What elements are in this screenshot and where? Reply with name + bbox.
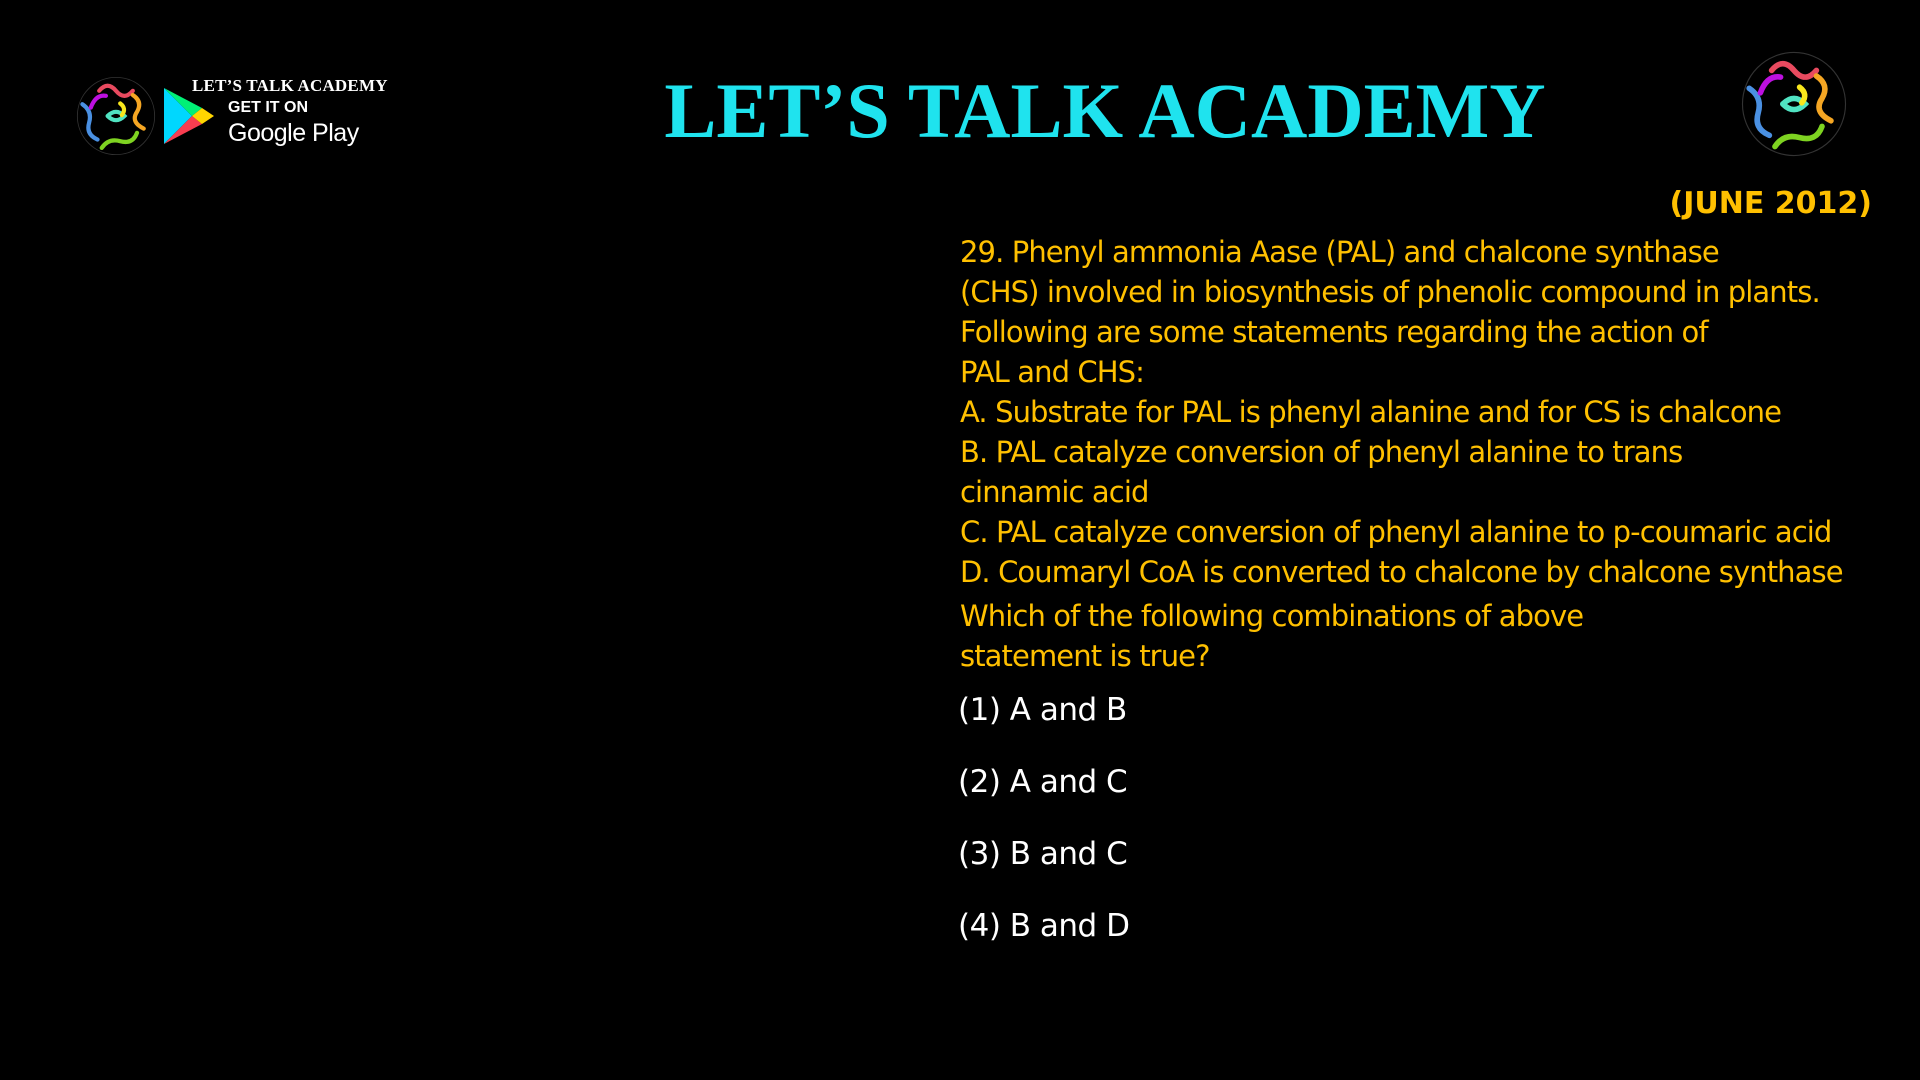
option-2[interactable]: (2) A and C	[958, 764, 1128, 800]
option-3[interactable]: (3) B and C	[958, 836, 1128, 872]
statement-d: D. Coumaryl CoA is converted to chalcone by chalcone synthase	[960, 555, 1843, 589]
badge-academy-name: LET’S TALK ACADEMY	[192, 76, 388, 95]
option-1[interactable]: (1) A and B	[958, 692, 1127, 728]
answer-options	[958, 688, 1129, 976]
question-line: PAL and CHS:	[960, 355, 1145, 389]
exam-year-tag: (JUNE 2012)	[1669, 186, 1872, 221]
badge-store-name: Google Play	[228, 119, 359, 147]
question-line: 29. Phenyl ammonia Aase (PAL) and chalcone synthase	[960, 235, 1719, 269]
question-text	[960, 232, 1900, 676]
academy-logo-icon	[1738, 48, 1850, 160]
statement-b: B. PAL catalyze conversion of phenyl alanine to trans	[960, 435, 1683, 469]
option-4[interactable]: (4) B and D	[958, 908, 1130, 944]
page-title: LET’S TALK ACADEMY	[664, 67, 1546, 154]
statement-b-continued: cinnamic acid	[960, 475, 1149, 509]
question-line: Following are some statements regarding the action of	[960, 315, 1708, 349]
statement-a: A. Substrate for PAL is phenyl alanine and for CS is chalcone	[960, 395, 1782, 429]
question-prompt: Which of the following combinations of above	[960, 599, 1584, 633]
question-prompt-continued: statement is true?	[960, 639, 1210, 673]
badge-get-it-on: GET IT ON	[228, 99, 308, 116]
question-line: (CHS) involved in biosynthesis of phenolic compound in plants.	[960, 275, 1820, 309]
statement-c: C. PAL catalyze conversion of phenyl alanine to p-coumaric acid	[960, 515, 1832, 549]
